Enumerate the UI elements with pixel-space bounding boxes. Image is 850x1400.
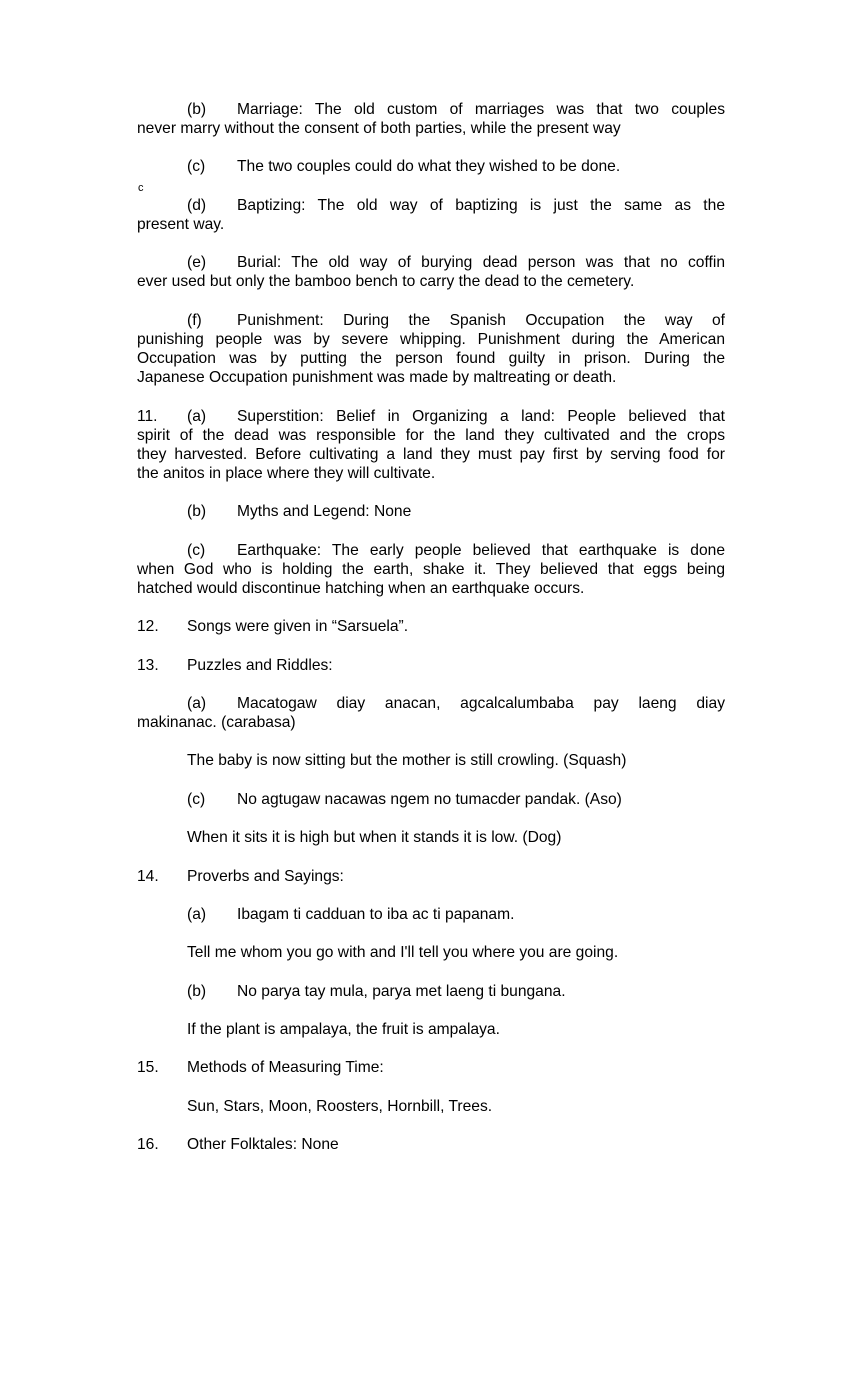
paragraph-line: present way.	[137, 216, 225, 233]
section-number: 11.	[137, 408, 158, 425]
paragraph-line: when God who is holding the earth, shake it. They believed that eggs being	[137, 561, 725, 578]
paragraph-line: hatched would discontinue hatching when an earthquake occurs.	[137, 580, 585, 597]
paragraph-line: No parya tay mula, parya met laeng ti bungana.	[237, 983, 566, 1000]
item-label: (e)	[187, 254, 207, 271]
paragraph-line: Songs were given in “Sarsuela”.	[187, 618, 409, 635]
paragraph-line: they harvested. Before cultivating a land they must pay first by serving food for	[137, 446, 725, 463]
paragraph-line: Superstition: Belief in Organizing a land: People believed that	[237, 408, 725, 425]
proverb-translation: If the plant is ampalaya, the fruit is ampalaya.	[187, 1021, 500, 1038]
item-label: (b)	[187, 983, 207, 1000]
section-number: 12.	[137, 618, 159, 635]
item-label: (c)	[187, 158, 206, 175]
paragraph-line: The two couples could do what they wished to be done.	[237, 158, 621, 175]
riddle-translation: The baby is now sitting but the mother is still crowling. (Squash)	[187, 752, 627, 769]
section-number: 13.	[137, 657, 159, 674]
paragraph-line: punishing people was by severe whipping. Punishment during the American	[137, 331, 725, 348]
paragraph-line: Japanese Occupation punishment was made by maltreating or death.	[137, 369, 617, 386]
paragraph-line: never marry without the consent of both parties, while the present way	[137, 120, 621, 137]
section-heading: Proverbs and Sayings:	[187, 868, 344, 885]
paragraph-line: Macatogaw diay anacan, agcalcalumbaba pay laeng diay	[237, 695, 725, 712]
item-label: (b)	[187, 503, 207, 520]
riddle-translation: When it sits it is high but when it stands it is low. (Dog)	[187, 829, 562, 846]
paragraph-line: ever used but only the bamboo bench to carry the dead to the cemetery.	[137, 273, 635, 290]
section-heading: Other Folktales: None	[187, 1136, 339, 1153]
stray-mark: c	[138, 182, 144, 194]
section-number: 14.	[137, 868, 159, 885]
paragraph-line: Earthquake: The early people believed that earthquake is done	[237, 542, 725, 559]
proverb-translation: Tell me whom you go with and I'll tell you where you are going.	[187, 944, 619, 961]
section-number: 16.	[137, 1136, 159, 1153]
item-label: (d)	[187, 197, 207, 214]
item-label: (a)	[187, 408, 207, 425]
paragraph-line: makinanac. (carabasa)	[137, 714, 296, 731]
section-heading: Methods of Measuring Time:	[187, 1059, 384, 1076]
paragraph-line: Burial: The old way of burying dead person was that no coffin	[237, 254, 725, 271]
section-number: 15.	[137, 1059, 159, 1076]
paragraph-line: Occupation was by putting the person found guilty in prison. During the	[137, 350, 725, 367]
paragraph-line: Baptizing: The old way of baptizing is just the same as the	[237, 197, 725, 214]
item-label: (f)	[187, 312, 202, 329]
item-label: (a)	[187, 695, 207, 712]
time-methods-list: Sun, Stars, Moon, Roosters, Hornbill, Trees.	[187, 1098, 493, 1115]
item-label: (b)	[187, 101, 207, 118]
paragraph-line: Myths and Legend: None	[237, 503, 412, 520]
paragraph-line: No agtugaw nacawas ngem no tumacder pandak. (Aso)	[237, 791, 622, 808]
item-label: (c)	[187, 791, 206, 808]
paragraph-line: the anitos in place where they will cultivate.	[137, 465, 436, 482]
paragraph-line: Ibagam ti cadduan to iba ac ti papanam.	[237, 906, 515, 923]
item-label: (a)	[187, 906, 207, 923]
paragraph-line: Punishment: During the Spanish Occupation the way of	[237, 312, 725, 329]
paragraph-line: Marriage: The old custom of marriages was that two couples	[237, 101, 725, 118]
item-label: (c)	[187, 542, 206, 559]
paragraph-line: spirit of the dead was responsible for the land they cultivated and the crops	[137, 427, 725, 444]
section-heading: Puzzles and Riddles:	[187, 657, 333, 674]
